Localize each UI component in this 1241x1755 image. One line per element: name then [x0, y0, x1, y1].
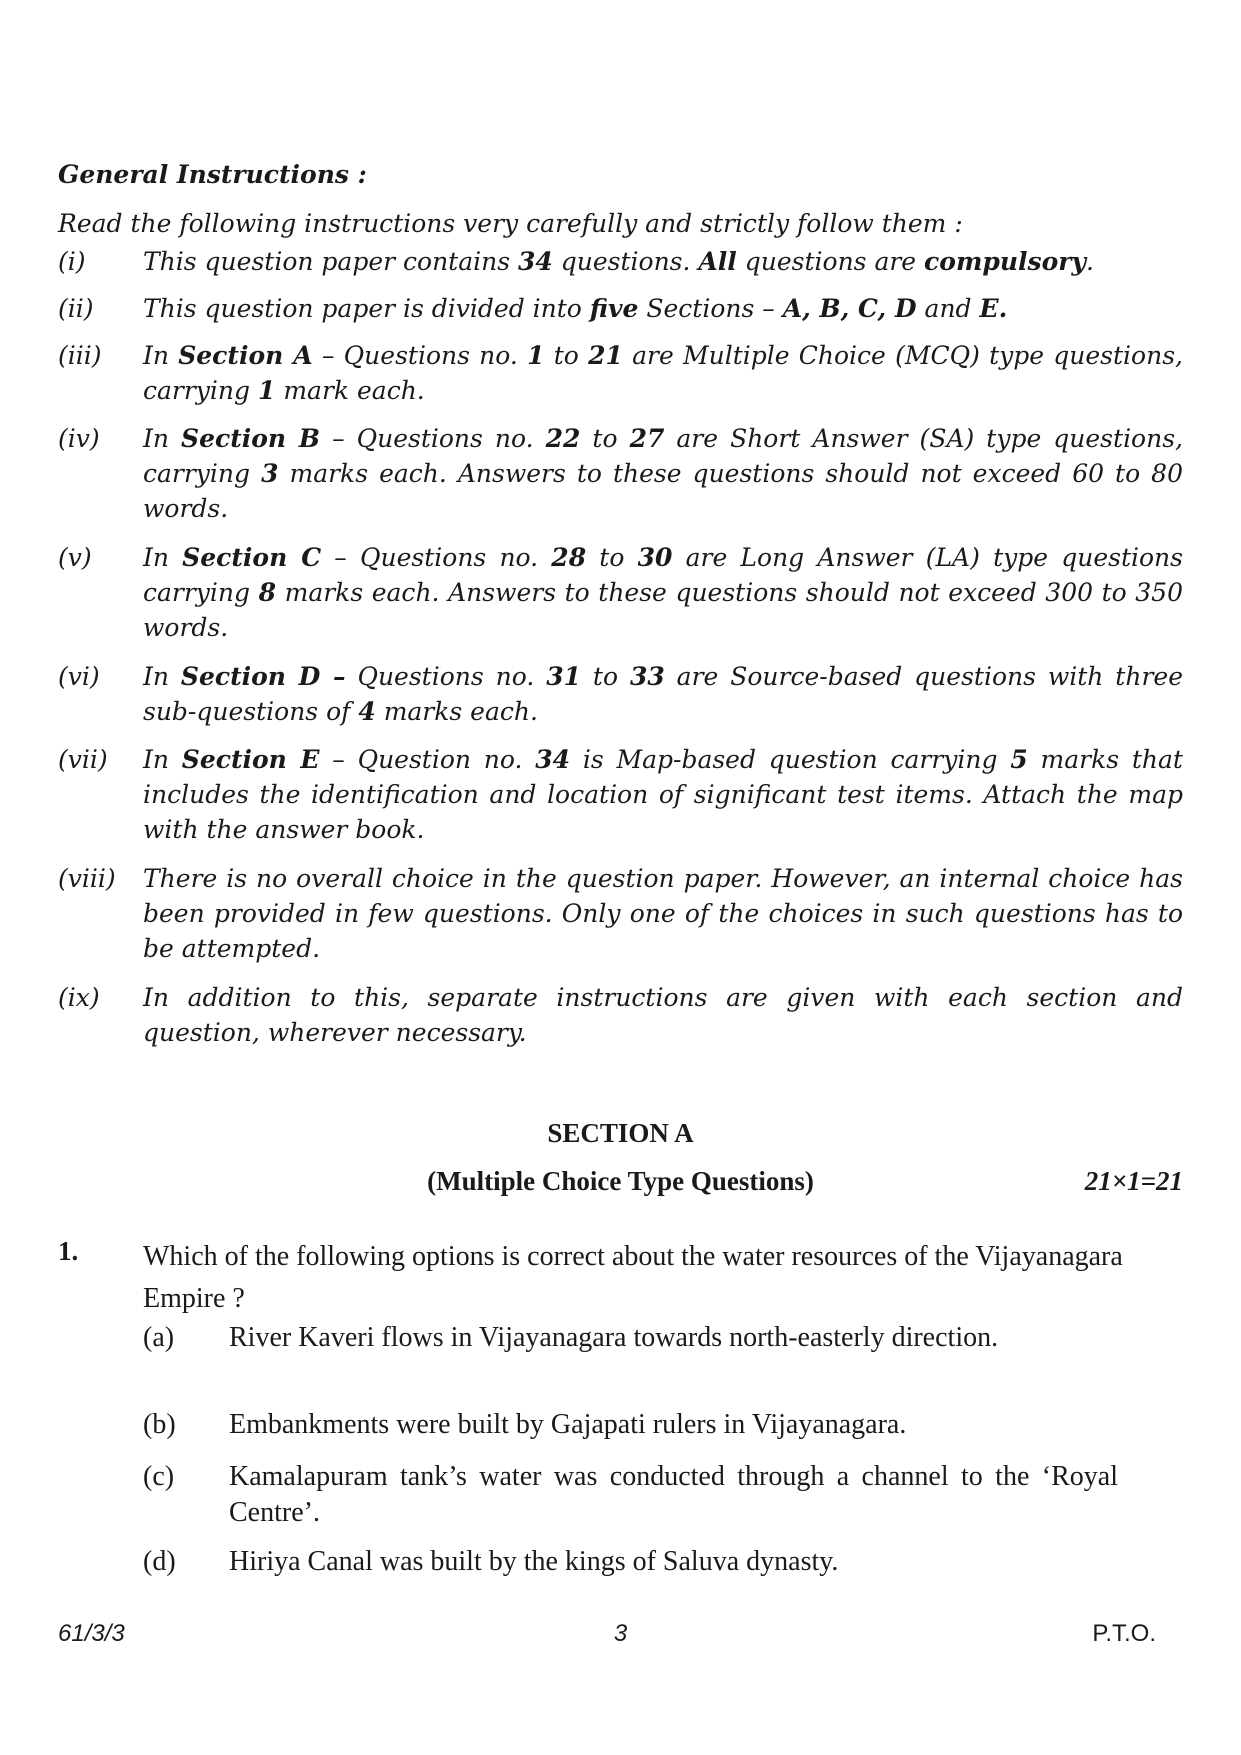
bold-text: 3	[261, 459, 279, 488]
bold-text: 21	[588, 341, 623, 370]
bold-text: 34	[535, 745, 571, 774]
text-run: There is no overall choice in the question paper. However, an internal choice has been provided in few questions. Only one of the choices in such questions has to be attempted.	[143, 864, 1183, 963]
instruction-item	[58, 540, 1183, 645]
text-run: In	[143, 662, 181, 691]
section-title: SECTION A	[547, 1118, 694, 1148]
text-run: In	[143, 543, 183, 572]
bold-text: All	[698, 247, 737, 276]
general-instructions-intro: Read the following instructions very carefully and strictly follow them :	[58, 209, 963, 238]
bold-text: Section D –	[180, 662, 346, 691]
bold-text: 27	[629, 424, 665, 453]
text-run: are Long Answer (LA) type questions carrying	[143, 543, 1183, 607]
section-marks: 21×1=21	[1084, 1166, 1183, 1196]
option-label: (b)	[143, 1409, 176, 1440]
bold-text: Section E	[181, 745, 320, 774]
please-turn-over: P.T.O.	[1092, 1620, 1156, 1647]
instruction-number: (vii)	[58, 745, 108, 774]
text-run: In	[143, 424, 182, 453]
option-text: River Kaveri flows in Vijayanagara towards north-easterly direction.	[229, 1322, 999, 1353]
text-run: In	[143, 745, 182, 774]
text-run: and	[916, 294, 980, 323]
bold-text: 8	[258, 578, 277, 607]
bold-text: 4	[358, 697, 376, 726]
instruction-text	[143, 244, 1183, 279]
general-instructions-heading: General Instructions :	[58, 160, 367, 189]
bold-text: E.	[979, 294, 1008, 323]
bold-text: Section B	[181, 424, 321, 453]
section-subtitle: (Multiple Choice Type Questions)	[427, 1166, 814, 1196]
text-run: – Question no.	[319, 745, 536, 774]
option-c	[143, 1459, 1118, 1531]
question-number: 1.	[58, 1236, 79, 1266]
instruction-item	[58, 244, 1183, 279]
instruction-number: (iii)	[58, 341, 102, 370]
bold-text: Section A	[178, 341, 313, 370]
instruction-number: (vi)	[58, 662, 100, 691]
instruction-text	[143, 421, 1183, 526]
text-run: – Questions no.	[320, 424, 546, 453]
option-a	[143, 1320, 1118, 1356]
page-number: 3	[613, 1620, 628, 1647]
bold-text: A, B, C, D	[782, 294, 917, 323]
instruction-number: (i)	[58, 247, 86, 276]
text-run: This question paper contains	[143, 247, 518, 276]
option-label: (a)	[143, 1322, 175, 1353]
instruction-number: (ii)	[58, 294, 94, 323]
text-run: to	[586, 543, 638, 572]
bold-text: 28	[551, 543, 587, 572]
paper-code: 61/3/3	[58, 1620, 125, 1647]
option-label: (d)	[143, 1546, 176, 1577]
text-run: marks each.	[375, 697, 538, 726]
instruction-text	[143, 980, 1183, 1050]
text-run: Sections –	[638, 294, 783, 323]
bold-text: 31	[546, 662, 581, 691]
bold-text: 34	[518, 247, 553, 276]
instruction-number: (viii)	[58, 864, 116, 893]
bold-text: 33	[629, 662, 665, 691]
instruction-item	[58, 659, 1183, 729]
text-run: marks that includes the identification and location of significant test items. Attach the map with the answer book.	[143, 745, 1183, 844]
text-run: .	[1086, 247, 1094, 276]
text-run: questions are	[736, 247, 925, 276]
bold-text: 5	[1010, 745, 1028, 774]
text-run: to	[581, 662, 630, 691]
text-run: are Multiple Choice (MCQ) type questions, carrying	[143, 341, 1183, 405]
instruction-text	[143, 540, 1183, 645]
text-run: In	[143, 341, 179, 370]
instruction-number: (v)	[58, 543, 92, 572]
text-run: This question paper is divided into	[143, 294, 590, 323]
text-run: are Source-based questions with three sub-questions of	[143, 662, 1183, 726]
bold-text: 1	[527, 341, 545, 370]
option-d	[143, 1544, 1118, 1580]
bold-text: five	[589, 294, 639, 323]
instruction-text	[143, 659, 1183, 729]
text-run: marks each. Answers to these questions should not exceed 60 to 80 words.	[143, 459, 1183, 523]
text-run: marks each. Answers to these questions should not exceed 300 to 350 words.	[143, 578, 1183, 642]
instruction-number: (iv)	[58, 424, 100, 453]
bold-text: 22	[545, 424, 581, 453]
instruction-item	[58, 421, 1183, 526]
text-run: – Questions no.	[321, 543, 552, 572]
option-b	[143, 1407, 1118, 1443]
instruction-item	[58, 742, 1183, 847]
bold-text: compulsory	[924, 247, 1086, 276]
instruction-item	[58, 338, 1183, 408]
text-run: to	[544, 341, 589, 370]
text-run: to	[580, 424, 630, 453]
instruction-text	[143, 861, 1183, 966]
instruction-text	[143, 338, 1183, 408]
text-run: mark each.	[275, 376, 425, 405]
text-run: In addition to this, separate instructions are given with each section and question, wherever necessary.	[143, 983, 1183, 1047]
instruction-number: (ix)	[58, 983, 100, 1012]
text-run: are Short Answer (SA) type questions, carrying	[143, 424, 1183, 488]
option-text: Embankments were built by Gajapati rulers in Vijayanagara.	[229, 1409, 907, 1440]
bold-text: 1	[257, 376, 276, 405]
instruction-item	[58, 861, 1183, 966]
instruction-text	[143, 291, 1183, 326]
option-text: Kamalapuram tank’s water was conducted through a channel to the ‘Royal Centre’.	[229, 1461, 1118, 1528]
text-run: – Questions no.	[312, 341, 528, 370]
option-text: Hiriya Canal was built by the kings of Saluva dynasty.	[229, 1546, 839, 1577]
instruction-item	[58, 980, 1183, 1050]
question-text: Which of the following options is correct about the water resources of the Vijayanagara Empire ?	[143, 1241, 1123, 1314]
bold-text: 30	[637, 543, 673, 572]
instruction-text	[143, 742, 1183, 847]
instruction-item	[58, 291, 1183, 326]
text-run: Questions no.	[345, 662, 547, 691]
text-run: questions.	[552, 247, 699, 276]
text-run: is Map-based question carrying	[570, 745, 1011, 774]
bold-text: Section C	[182, 543, 322, 572]
option-label: (c)	[143, 1461, 175, 1492]
